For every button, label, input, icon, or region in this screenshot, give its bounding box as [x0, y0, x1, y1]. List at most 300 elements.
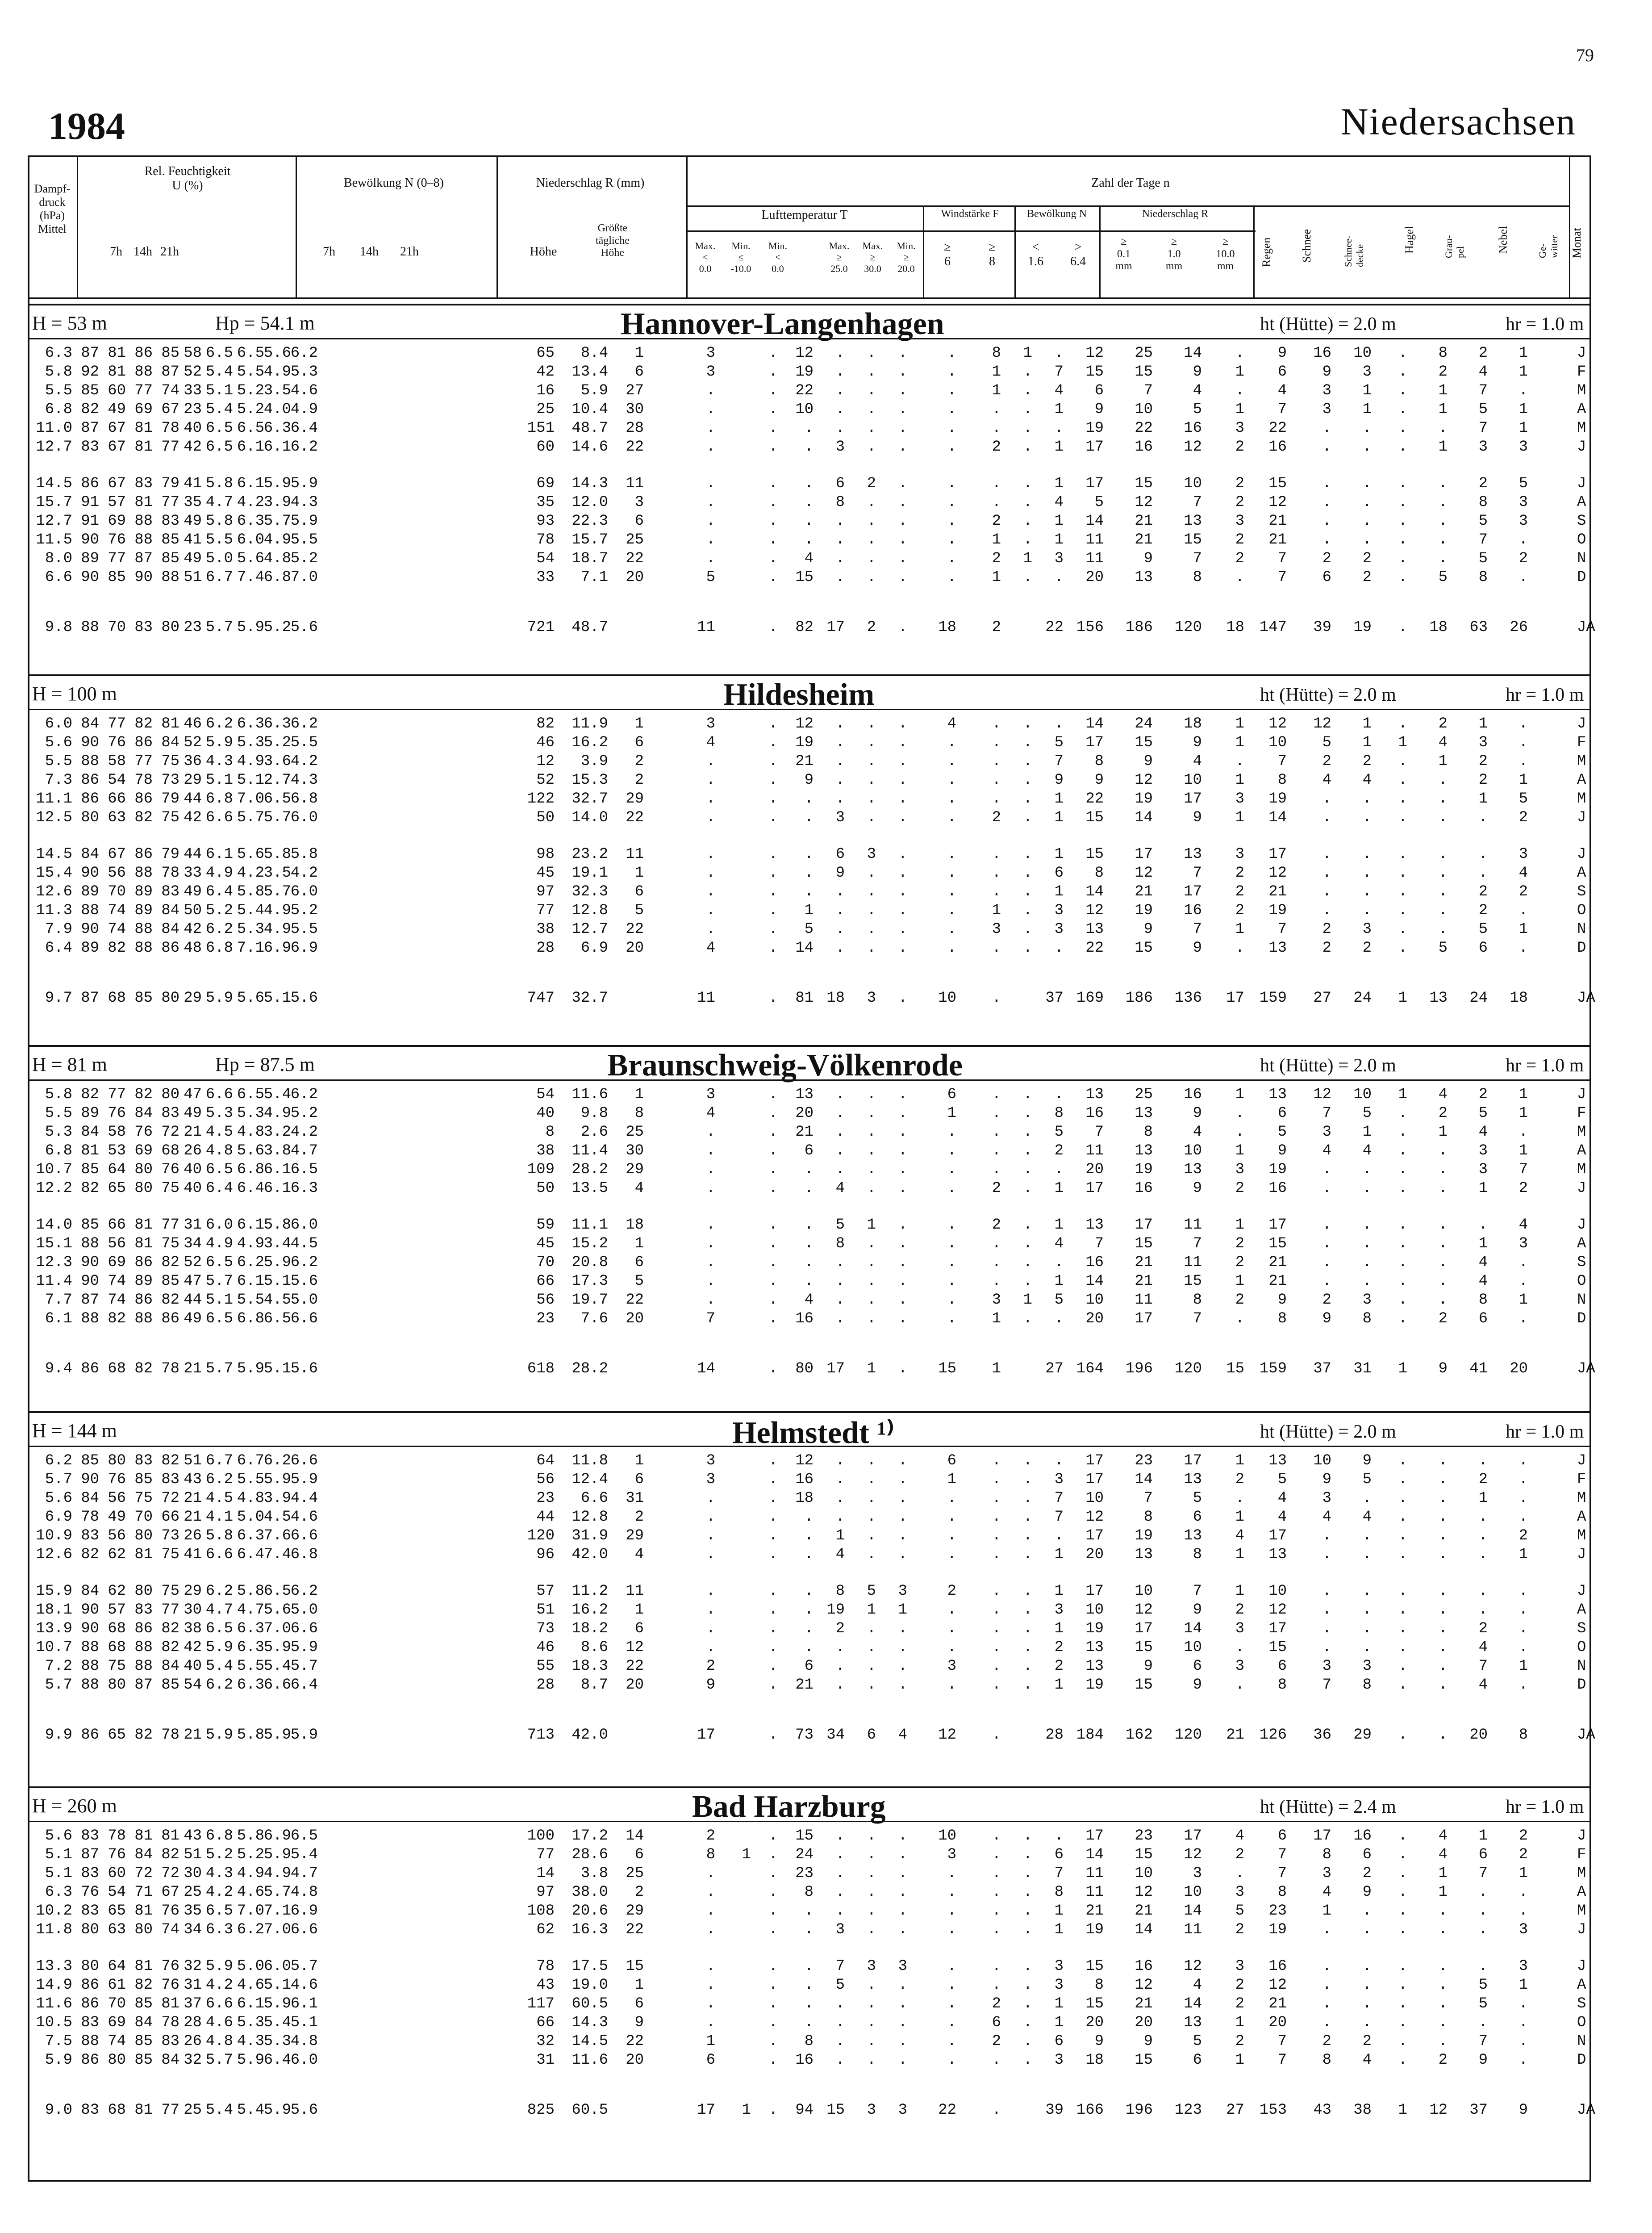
table-cell: 5.9: [237, 619, 264, 636]
table-cell: 20.8: [572, 1254, 608, 1271]
table-cell: 6.5: [205, 439, 233, 456]
table-cell: 6.3: [45, 1884, 72, 1901]
table-cell: .: [1398, 2052, 1407, 2069]
table-cell: 20: [626, 1310, 644, 1327]
table-cell: .: [898, 1180, 907, 1197]
table-cell: 9: [1322, 1310, 1331, 1327]
table-cell: .: [768, 1620, 778, 1637]
table-cell: .: [768, 1677, 778, 1694]
table-cell: 1: [1054, 790, 1064, 807]
table-cell: .: [898, 569, 907, 586]
table-cell: 20: [626, 569, 644, 586]
table-cell: .: [768, 494, 778, 511]
table-cell: .: [867, 734, 876, 751]
table-cell: .: [1438, 1490, 1448, 1507]
table-cell: .: [768, 1142, 778, 1159]
table-cell: 6: [634, 1620, 644, 1637]
table-cell: .: [867, 1658, 876, 1675]
table-cell: .: [992, 1846, 1001, 1863]
table-cell: 65: [536, 345, 555, 362]
table-cell: 11.8: [572, 1452, 608, 1469]
table-cell: 10: [1184, 1884, 1202, 1901]
table-cell: 89: [134, 1273, 153, 1290]
table-cell: 2: [1235, 1846, 1244, 1863]
table-cell: 17: [1135, 1310, 1153, 1327]
table-cell: 68: [108, 990, 126, 1007]
table-cell: 15: [1085, 1995, 1104, 2012]
table-cell: 5.2: [237, 382, 264, 399]
table-cell: 54: [536, 550, 555, 567]
table-cell: 5.8: [263, 1217, 291, 1234]
table-cell: 22: [1135, 420, 1153, 437]
table-cell: 7.3: [45, 772, 72, 789]
table-cell: .: [1438, 1161, 1448, 1178]
table-cell: 5.5: [205, 531, 233, 548]
table-cell: 10: [1085, 1602, 1104, 1618]
table-cell: 7: [1478, 382, 1488, 399]
table-cell: .: [768, 475, 778, 492]
table-row: [28, 1602, 1591, 1620]
table-cell: .: [1023, 940, 1032, 957]
annual-row: [28, 619, 1595, 638]
table-cell: 12: [1313, 1086, 1331, 1103]
table-cell: 123: [1174, 2102, 1202, 2119]
table-cell: 3: [706, 1452, 715, 1469]
table-cell: 3.6: [263, 753, 291, 770]
table-cell: .: [947, 1977, 956, 1994]
table-cell: 38: [536, 1142, 555, 1159]
table-cell: 13: [1184, 2014, 1202, 2031]
table-row: [28, 1827, 1591, 1846]
table-cell: 7: [1478, 1658, 1488, 1675]
table-cell: 81: [161, 1995, 179, 2012]
table-cell: 23: [184, 401, 202, 418]
table-cell: 8.6: [580, 1639, 608, 1656]
table-cell: 73: [795, 1727, 813, 1744]
table-cell: .: [898, 2052, 907, 2069]
month-label: A: [1577, 1977, 1586, 1994]
table-cell: 7: [1193, 1310, 1202, 1327]
table-cell: 84: [161, 734, 179, 751]
station-hut-height: ht (Hütte) = 2.0 m: [1260, 314, 1396, 335]
table-cell: 62: [108, 1583, 126, 1600]
table-cell: 5: [1478, 550, 1488, 567]
table-cell: .: [835, 772, 845, 789]
table-cell: 3: [1478, 734, 1488, 751]
table-cell: 11.3: [36, 902, 72, 919]
table-cell: 8: [835, 494, 845, 511]
table-cell: 6.1: [263, 1161, 291, 1178]
table-cell: .: [1023, 1273, 1032, 1290]
table-cell: 14: [1085, 883, 1104, 900]
table-cell: 1: [1519, 1142, 1528, 1159]
table-cell: 14: [1184, 1620, 1202, 1637]
table-cell: 6.0: [290, 2052, 318, 2069]
table-cell: 1: [867, 1360, 876, 1377]
table-cell: 41: [184, 475, 202, 492]
table-cell: 7: [706, 1310, 715, 1327]
table-cell: 90: [81, 1273, 99, 1290]
table-cell: 2: [1362, 753, 1372, 770]
table-cell: 5.4: [237, 902, 264, 919]
table-cell: .: [768, 619, 778, 636]
table-cell: .: [1438, 1583, 1448, 1600]
table-cell: 2: [992, 439, 1001, 456]
table-cell: .: [898, 1995, 907, 2012]
table-cell: 6.1: [237, 1995, 264, 2012]
table-cell: 82: [161, 1254, 179, 1271]
table-cell: 1: [634, 865, 644, 882]
table-cell: 19: [1135, 902, 1153, 919]
table-cell: 91: [81, 494, 99, 511]
table-cell: 77: [161, 494, 179, 511]
table-cell: 12.8: [572, 902, 608, 919]
table-cell: 90: [81, 734, 99, 751]
table-cell: 11.6: [36, 1995, 72, 2012]
table-cell: 9: [1094, 2033, 1104, 2050]
table-cell: .: [768, 1977, 778, 1994]
table-cell: .: [1322, 531, 1331, 548]
table-cell: 5.6: [45, 734, 72, 751]
table-cell: 4.9: [237, 753, 264, 770]
table-cell: .: [867, 1180, 876, 1197]
table-cell: 159: [1259, 990, 1287, 1007]
table-cell: 85: [134, 1995, 153, 2012]
table-cell: 1: [992, 902, 1001, 919]
station-name: Bad Harzburg: [692, 1790, 886, 1824]
table-cell: 4: [1322, 1142, 1331, 1159]
table-cell: 12: [1184, 439, 1202, 456]
table-cell: 17: [1135, 1217, 1153, 1234]
table-cell: 4: [1193, 382, 1202, 399]
table-cell: 74: [161, 382, 179, 399]
table-cell: 4.2: [290, 1124, 318, 1141]
header-max-ge25: Max. ≥ 25.0: [829, 240, 850, 274]
table-cell: 3: [1054, 550, 1064, 567]
table-cell: 18: [795, 1490, 813, 1507]
table-cell: .: [706, 1884, 715, 1901]
table-cell: 84: [161, 921, 179, 938]
header-n64: > 6.4: [1070, 240, 1086, 269]
table-cell: 17: [1313, 1827, 1331, 1844]
station-hut-height: ht (Hütte) = 2.4 m: [1260, 1797, 1396, 1817]
table-cell: .: [768, 2052, 778, 2069]
table-cell: 6: [1478, 940, 1488, 957]
table-cell: .: [867, 1105, 876, 1122]
header-max-lt0: Max. < 0.0: [695, 240, 716, 274]
table-cell: .: [898, 1639, 907, 1656]
table-cell: .: [835, 1509, 845, 1526]
table-row: [28, 1217, 1591, 1235]
table-cell: 7.9: [45, 921, 72, 938]
table-cell: 32: [536, 2033, 555, 2050]
month-label: S: [1577, 1995, 1586, 2012]
table-cell: 17: [1135, 846, 1153, 863]
table-cell: 13: [1268, 1452, 1287, 1469]
table-cell: 6.3: [45, 345, 72, 362]
table-cell: .: [867, 569, 876, 586]
table-cell: .: [1438, 1142, 1448, 1159]
table-cell: .: [1398, 531, 1407, 548]
table-cell: 29: [1353, 1727, 1372, 1744]
table-cell: 7: [835, 1958, 845, 1975]
table-cell: 7: [1519, 1161, 1528, 1178]
table-cell: .: [992, 1105, 1001, 1122]
header-nebel: Nebel: [1497, 226, 1510, 254]
table-cell: 5.1: [263, 990, 291, 1007]
month-label: S: [1577, 1620, 1586, 1637]
table-cell: 38: [1353, 2102, 1372, 2119]
table-cell: 18: [1226, 619, 1244, 636]
table-cell: .: [898, 2033, 907, 2050]
table-cell: 5.5: [45, 1105, 72, 1122]
table-cell: 2: [1235, 902, 1244, 919]
table-row: [28, 1235, 1591, 1254]
table-cell: 1: [1398, 1360, 1407, 1377]
table-cell: 4: [1438, 1086, 1448, 1103]
table-cell: 32: [184, 2052, 202, 2069]
table-cell: .: [992, 475, 1001, 492]
table-cell: 3: [706, 715, 715, 732]
table-cell: 5.9: [263, 1995, 291, 2012]
table-cell: 5.2: [205, 902, 233, 919]
table-row: [28, 715, 1591, 734]
table-cell: 20.6: [572, 1903, 608, 1919]
table-cell: 39: [1313, 619, 1331, 636]
table-cell: 85: [108, 569, 126, 586]
table-cell: 1: [1478, 790, 1488, 807]
table-cell: .: [867, 1903, 876, 1919]
table-cell: 4: [1478, 364, 1488, 381]
table-cell: 9: [1277, 1292, 1287, 1309]
table-cell: .: [1398, 1921, 1407, 1938]
table-cell: 13: [1184, 846, 1202, 863]
table-cell: .: [1438, 2033, 1448, 2050]
table-cell: .: [1023, 2052, 1032, 2069]
table-cell: 52: [184, 364, 202, 381]
table-cell: 28.2: [572, 1360, 608, 1377]
station-name: Hildesheim: [723, 677, 875, 712]
table-cell: 3: [706, 364, 715, 381]
table-cell: 20: [1268, 2014, 1287, 2031]
table-cell: 16: [536, 382, 555, 399]
table-row: [28, 902, 1591, 921]
table-cell: 10: [1353, 1086, 1372, 1103]
table-cell: .: [835, 1903, 845, 1919]
table-cell: 17: [1085, 1527, 1104, 1544]
table-cell: 75: [134, 1490, 153, 1507]
table-cell: 6: [1478, 1846, 1488, 1863]
table-cell: 15.2: [572, 1235, 608, 1252]
table-cell: 76: [81, 1884, 99, 1901]
table-cell: .: [1398, 865, 1407, 882]
table-cell: 6.2: [290, 345, 318, 362]
table-cell: 80: [161, 990, 179, 1007]
table-cell: 29: [184, 990, 202, 1007]
header-windstaerke: Windstärke F: [941, 208, 999, 220]
table-cell: 15: [1085, 809, 1104, 826]
table-cell: .: [898, 1658, 907, 1675]
table-cell: 8: [1094, 753, 1104, 770]
table-cell: .: [804, 1161, 813, 1178]
table-row: [28, 1180, 1591, 1199]
table-cell: 31: [626, 1490, 644, 1507]
table-cell: 14.6: [572, 439, 608, 456]
table-cell: 17: [1184, 883, 1202, 900]
table-cell: 18: [626, 1217, 644, 1234]
table-cell: 1: [1054, 1903, 1064, 1919]
table-cell: 6: [634, 734, 644, 751]
table-cell: 9: [1322, 364, 1331, 381]
table-cell: 67: [108, 475, 126, 492]
table-cell: 1: [1235, 734, 1244, 751]
table-cell: .: [1023, 1161, 1032, 1178]
table-cell: 6.3: [237, 715, 264, 732]
table-cell: 5.2: [290, 902, 318, 919]
table-cell: 184: [1076, 1727, 1104, 1744]
table-cell: .: [992, 1471, 1001, 1488]
table-cell: 16: [1135, 439, 1153, 456]
table-cell: .: [992, 1509, 1001, 1526]
month-label: M: [1577, 420, 1586, 437]
table-cell: .: [706, 1527, 715, 1544]
table-row: [28, 550, 1591, 569]
table-cell: 4.6: [290, 1509, 318, 1526]
table-cell: 31: [184, 1977, 202, 1994]
table-cell: 4: [706, 734, 715, 751]
table-cell: 83: [161, 1105, 179, 1122]
table-cell: .: [867, 921, 876, 938]
table-cell: .: [768, 2033, 778, 2050]
table-cell: 87: [134, 550, 153, 567]
table-cell: 5.4: [290, 1846, 318, 1863]
table-cell: 8: [1277, 772, 1287, 789]
table-cell: .: [1478, 1602, 1488, 1618]
table-cell: 98: [536, 846, 555, 863]
station-pressure-elevation: Hp = 54.1 m: [215, 312, 315, 334]
table-cell: .: [1398, 1217, 1407, 1234]
table-cell: .: [768, 1583, 778, 1600]
table-cell: 88: [161, 569, 179, 586]
table-cell: 2: [867, 619, 876, 636]
table-cell: .: [898, 439, 907, 456]
table-cell: 11: [1184, 1921, 1202, 1938]
table-cell: 6.4: [205, 1180, 233, 1197]
table-cell: 2: [1235, 883, 1244, 900]
table-cell: 77: [161, 1217, 179, 1234]
month-label: J: [1577, 1921, 1586, 1938]
table-cell: .: [898, 1235, 907, 1252]
table-cell: 5.2: [263, 734, 291, 751]
table-cell: .: [947, 940, 956, 957]
table-cell: 19: [1268, 1161, 1287, 1178]
table-cell: 17: [1085, 1827, 1104, 1844]
table-cell: .: [835, 940, 845, 957]
table-cell: 12: [1135, 1602, 1153, 1618]
header-max-ge30: Max. ≥ 30.0: [862, 240, 883, 274]
table-cell: 5.1: [205, 382, 233, 399]
table-cell: 97: [536, 883, 555, 900]
table-cell: .: [706, 1639, 715, 1656]
table-cell: 12.0: [572, 494, 608, 511]
table-cell: 2: [992, 1180, 1001, 1197]
table-cell: .: [867, 1827, 876, 1844]
table-cell: 5.6: [237, 990, 264, 1007]
table-cell: .: [1023, 513, 1032, 530]
table-cell: .: [947, 1292, 956, 1309]
table-cell: .: [1023, 809, 1032, 826]
table-cell: 1: [1438, 382, 1448, 399]
table-cell: 86: [134, 345, 153, 362]
table-cell: 85: [161, 531, 179, 548]
table-cell: .: [867, 1677, 876, 1694]
table-cell: 3: [1478, 1161, 1488, 1178]
table-cell: 6: [1277, 1658, 1287, 1675]
table-cell: 1: [1362, 382, 1372, 399]
table-cell: 14: [1085, 1846, 1104, 1863]
table-cell: 78: [536, 531, 555, 548]
table-cell: 5.4: [205, 401, 233, 418]
month-label: D: [1577, 940, 1586, 957]
table-cell: 32.3: [572, 883, 608, 900]
table-cell: 5.5: [237, 1658, 264, 1675]
table-cell: .: [992, 1161, 1001, 1178]
table-cell: 2: [1054, 1639, 1064, 1656]
table-cell: .: [804, 1958, 813, 1975]
table-cell: 6.5: [205, 1903, 233, 1919]
table-cell: 22: [626, 550, 644, 567]
table-cell: 3.9: [580, 753, 608, 770]
table-cell: 120: [1174, 1360, 1202, 1377]
table-cell: .: [1478, 1958, 1488, 1975]
table-cell: 82: [108, 1310, 126, 1327]
table-cell: 3: [1519, 513, 1528, 530]
table-cell: 1: [1235, 1546, 1244, 1563]
table-cell: 1: [1054, 1546, 1064, 1563]
table-cell: 10: [1135, 401, 1153, 418]
table-cell: 3: [1235, 846, 1244, 863]
month-label: J: [1577, 809, 1586, 826]
table-cell: .: [835, 753, 845, 770]
table-cell: .: [1362, 1921, 1372, 1938]
table-cell: 21: [1135, 1273, 1153, 1290]
table-cell: 3: [1054, 921, 1064, 938]
table-cell: 6: [634, 1995, 644, 2012]
table-cell: 44: [184, 790, 202, 807]
table-cell: .: [947, 2014, 956, 2031]
table-cell: .: [898, 1310, 907, 1327]
table-cell: 35: [536, 494, 555, 511]
table-cell: .: [1478, 865, 1488, 882]
header-zahl-tage: Zahl der Tage n: [1091, 176, 1170, 190]
table-cell: 1: [634, 1602, 644, 1618]
table-cell: .: [1398, 1865, 1407, 1882]
table-cell: 81: [161, 1827, 179, 1844]
table-cell: 6.3: [263, 715, 291, 732]
table-cell: .: [1398, 772, 1407, 789]
table-cell: 3: [1054, 1958, 1064, 1975]
table-cell: 4: [1235, 1527, 1244, 1544]
table-cell: .: [706, 883, 715, 900]
table-cell: .: [768, 401, 778, 418]
table-cell: 15: [1135, 1639, 1153, 1656]
table-cell: 2: [1322, 753, 1331, 770]
table-cell: .: [1478, 1509, 1488, 1526]
table-cell: .: [1519, 902, 1528, 919]
table-cell: 86: [81, 1727, 99, 1744]
table-cell: .: [768, 1452, 778, 1469]
table-cell: 12: [1184, 1958, 1202, 1975]
